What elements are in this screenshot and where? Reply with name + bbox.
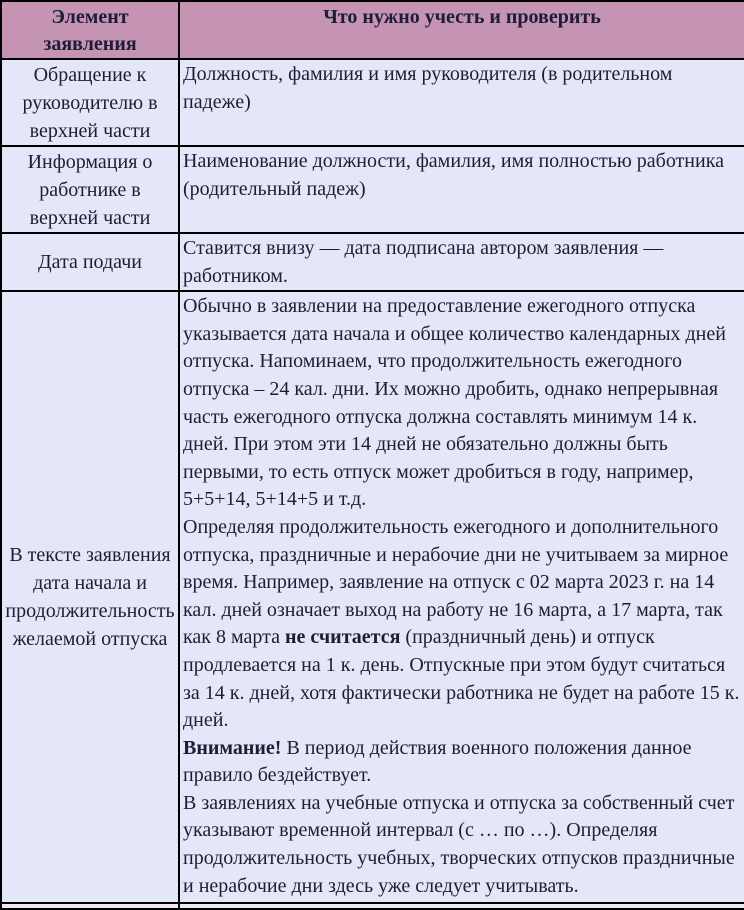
paragraph: Должность, фамилия и имя руководителя (в родительном падеже)	[183, 63, 673, 113]
paragraph: Определяя продолжительность ежегодного и дополнительного отпуска, праздничные и нерабочие дни не учитываем за мирное время. Например, заявление на отпуск с 02 марта 2023 г. на 14 кал. дней означает выход на работу не 16 марта, а 17 марта, так как 8 марта не считается (праздничный день) и отпуск продлевается на 1 к. день. Отпускные при этом будут считаться за 14 к. дней, хотя фактически работника не будет на работе 15 к. дней.	[183, 515, 740, 732]
table-row	[1, 291, 744, 903]
details-cell	[179, 146, 744, 233]
details-cell	[179, 291, 744, 903]
paragraph: Наименование должности, фамилия, имя полностью работника (родительный падеж)	[183, 150, 724, 200]
details-cell	[179, 233, 744, 291]
header-cell-checklist: Что нужно учесть и проверить	[179, 1, 744, 59]
partial-next-row-right-cell	[179, 903, 744, 909]
header-cell-element: Элемент заявления	[1, 1, 179, 59]
paragraph: Обычно в заявлении на предоставление ежегодного отпуска указывается дата начала и общее количество календарных дней отпуска. Напоминаем, что продолжительность ежегодного отпуска – 24 кал. дни. Их можно дробить, однако непрерывная часть ежегодного отпуска должна составлять минимум 14 к. дней. При этом эти 14 дней не обязательно должны быть первыми, то есть отпуск может дробиться в году, например, 5+5+14, 5+14+5 и т.д.	[183, 295, 726, 511]
table-header-row	[1, 1, 744, 59]
partial-next-row-left-cell	[1, 903, 179, 909]
element-cell: Информация о работнике в верхней части	[1, 146, 179, 233]
table-row-partial-next	[1, 903, 744, 909]
element-cell: Дата подачи	[1, 233, 179, 291]
paragraph: Ставится внизу — дата подписана автором заявления — работником.	[183, 237, 664, 287]
paragraph: В заявлениях на учебные отпуска и отпуска за собственный счет указывают временной интервал (с … по …). Определяя продолжительность учебных, творческих отпусков праздничные и нерабочие дни здесь уже следует учитывать.	[183, 791, 735, 897]
details-cell	[179, 59, 744, 146]
element-cell: Обращение к руководителю в верхней части	[1, 59, 179, 146]
paragraph: Внимание! В период действия военного положения данное правило бездействует.	[183, 736, 692, 787]
element-cell: В тексте заявления дата начала и продолжительность желаемой отпуска	[1, 291, 179, 903]
table-row	[1, 146, 744, 233]
table-row	[1, 59, 744, 146]
table-row	[1, 233, 744, 291]
